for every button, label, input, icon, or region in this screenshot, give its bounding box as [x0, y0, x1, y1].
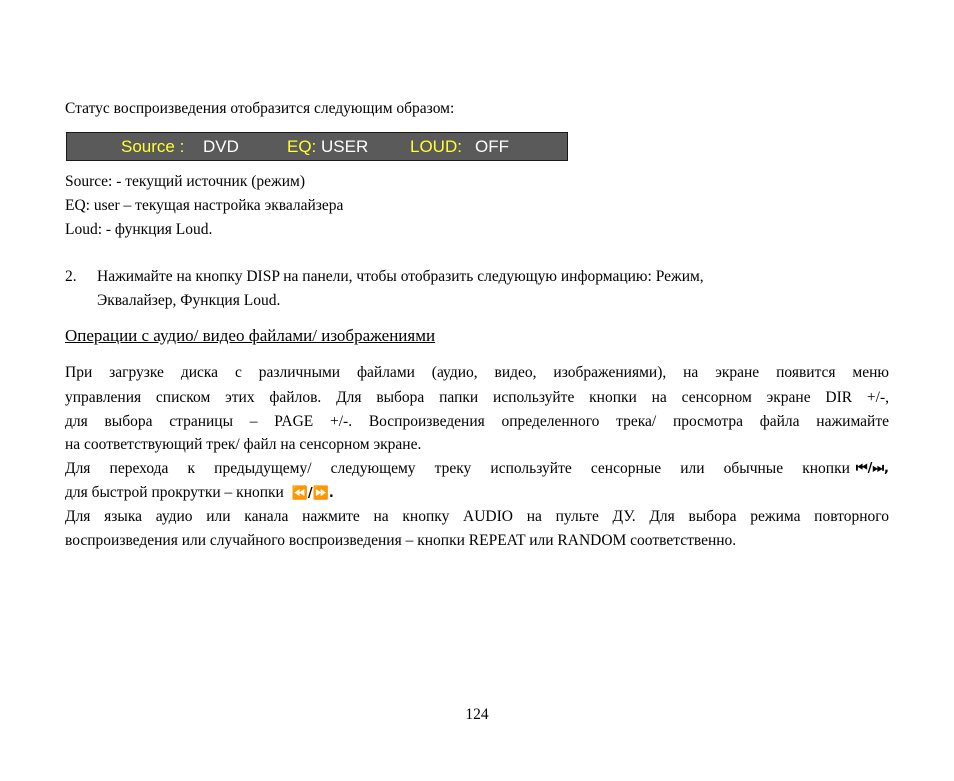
prev-next-track-icons: ⏮/⏭,: [855, 461, 889, 476]
item2-line1: Нажимайте на кнопку DISP на панели, чтобы отобразить следующую информацию: Режим,: [97, 268, 704, 285]
loud-value: OFF: [475, 137, 509, 156]
source-key: Source :: [121, 137, 185, 156]
eq-value: USER: [321, 137, 369, 156]
eq-key: EQ:: [287, 137, 317, 156]
para2-line2: [65, 483, 334, 504]
para1-line4: на соответствующий трек/ файл на сенсорном экране.: [65, 436, 422, 453]
item2-line2: Эквалайзер, Функция Loud.: [97, 292, 281, 309]
para2-line1: [65, 459, 889, 479]
definition-loud: Loud: - функция Loud.: [65, 221, 213, 238]
intro-text: Статус воспроизведения отобразится следующим образом:: [65, 100, 455, 117]
item2-number: 2.: [65, 268, 77, 285]
para2-line1-text: Для перехода к предыдущему/ следующему треку используйте сенсорные или обычные кнопки: [65, 460, 850, 477]
para3-line2: воспроизведения или случайного воспроизведения – кнопки REPEAT или RANDOM соответственно.: [65, 532, 737, 549]
rewind-forward-icons: ⏪/⏩.: [291, 486, 334, 501]
playback-status-bar: [66, 132, 568, 161]
section-heading: Операции с аудио/ видео файлами/ изображениями: [65, 326, 436, 345]
page-number: 124: [465, 706, 489, 723]
para3-line1: Для языка аудио или канала нажмите на кнопку AUDIO на пульте ДУ. Для выбора режима повторного: [65, 508, 889, 525]
para1-line3: для выбора страницы – PAGE +/-. Воспроизведения определенного трека/ просмотра файла нажимайте: [65, 413, 889, 430]
para1-line2: управления списком этих файлов. Для выбора папки используйте кнопки на сенсорном экране DIR +/-,: [65, 389, 889, 406]
para2-line2-text: для быстрой прокрутки – кнопки: [65, 484, 284, 501]
definition-source: Source: - текущий источник (режим): [65, 173, 306, 190]
source-value: DVD: [203, 137, 239, 156]
loud-key: LOUD:: [410, 137, 462, 156]
para1-line1: При загрузке диска с различными файлами (аудио, видео, изображениями), на экране появится меню: [65, 364, 889, 381]
definition-eq: EQ: user – текущая настройка эквалайзера: [65, 197, 344, 214]
